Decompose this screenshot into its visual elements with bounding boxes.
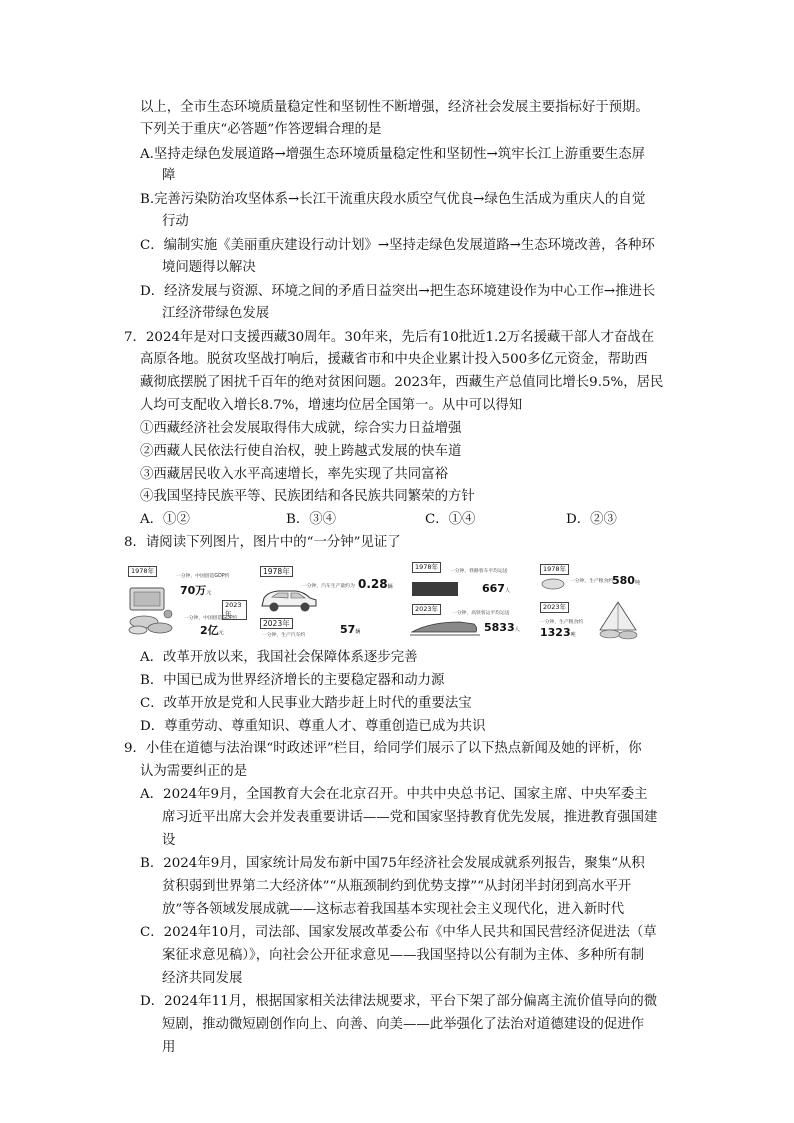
car-icon [258, 586, 320, 614]
q7-choice-d: D．②③ [566, 512, 617, 527]
q9-option-a-line-2: 席习近平出席大会并发表重要讲话——党和国家坚持教育优先发展，推进教育强国建 [162, 810, 658, 825]
panel-trains-year-1: 1978年 [412, 562, 441, 573]
q9-option-d: D．2024年11月，根据国家相关法律法规要求，平台下架了部分偏离主流价值导向的微 [140, 994, 658, 1009]
panel-grain-year-1: 1978年 [540, 564, 569, 575]
q8-option-c: C．改革开放是党和人民事业大踏步赶上时代的重要法宝 [140, 696, 472, 711]
panel-cars-value-1: 0.28辆 [358, 577, 393, 591]
high-speed-train-icon [410, 618, 480, 638]
panel-gdp-caption-1: 一分钟，中国创造GDP约 [176, 574, 230, 579]
q6-option-d: D．经济发展与资源、环境之间的矛盾日益突出→把生态环境建设作为中心工作→推进长 [140, 284, 656, 299]
q8-stem: 8．请阅读下列图片，图片中的“一分钟”见证了 [124, 535, 401, 550]
q7-item-1: ①西藏经济社会发展取得伟大成就，综合实力日益增强 [140, 421, 462, 436]
panel-gdp-value-1: 70万元 [180, 584, 212, 597]
q9-option-c-line-3: 经济共同发展 [162, 971, 243, 986]
panel-grain-caption-2: 一分钟，生产粮食约 [540, 620, 584, 625]
q6-option-c: C．编制实施《美丽重庆建设行动计划》→坚持走绿色发展道路→生态环境改善，各种环 [140, 238, 655, 253]
q8-option-b: B．中国已成为世界经济增长的主要稳定器和动力源 [140, 673, 445, 688]
panel-gdp-value-2: 2亿元 [200, 624, 224, 637]
q9-option-a: A．2024年9月，全国教育大会在北京召开。中共中央总书记、国家主席、中央军委主 [140, 787, 648, 802]
q7-stem-line-4: 人均可支配收入增长8.7%，增速均位居全国第一。从中可以得知 [140, 398, 523, 413]
grain-sack-icon [540, 576, 566, 590]
panel-trains-year-2: 2023年 [412, 604, 441, 615]
panel-trains-value-2: 5833人 [484, 621, 520, 634]
q7-choice-b: B．③④ [286, 512, 337, 527]
q7-choice-a: A．①② [140, 512, 190, 527]
figure-panel-cars [252, 560, 392, 642]
q7-item-3: ③西藏居民收入水平高速增长，率先实现了共同富裕 [140, 467, 448, 482]
q7-stem-line-3: 藏彻底摆脱了困扰千百年的绝对贫困问题。2023年，西藏生产总值同比增长9.5%，居民 [140, 375, 664, 390]
figure-panel-grain [534, 560, 642, 642]
q9-option-c: C．2024年10月，司法部、国家发展改革委公布《中华人民共和国民营经济促进法（草 [140, 925, 657, 940]
panel-grain-value-2: 1323吨 [540, 626, 576, 639]
q7-item-4: ④我国坚持民族平等、民族团结和各民族共同繁荣的方针 [140, 489, 475, 504]
panel-gdp-caption-2: 一分钟，中国创造GDP约 [184, 616, 238, 621]
panel-grain-caption-1: 一分钟，生产粮食约 [570, 579, 614, 584]
panel-trains-value-1: 667人 [482, 582, 510, 595]
figure-panel-trains [404, 560, 524, 642]
q9-option-b-line-3: 放”等各领域发展成就——这标志着我国基本实现社会主义现代化，进入新时代 [162, 902, 625, 917]
panel-gdp-year-1: 1978年 [128, 566, 157, 577]
panel-cars-caption-2: 一分钟，生产汽车约 [262, 633, 306, 638]
q9-option-a-line-3: 设 [162, 833, 176, 848]
q6-text-line-1: 以上，全市生态环境质量稳定性和坚韧性不断增强，经济社会发展主要指标好于预期。 [140, 100, 649, 115]
q6-option-a-cont: 障 [162, 168, 176, 183]
panel-cars-year-1: 1978年 [260, 566, 293, 577]
q7-item-2: ②西藏人民依法行使自治权，驶上跨越式发展的快车道 [140, 444, 462, 459]
q6-option-b: B.完善污染防治攻坚体系→长江干流重庆段水质空气优良→绿色生活成为重庆人的自觉 [140, 192, 646, 207]
q8-option-d: D．尊重劳动、尊重知识、尊重人才、尊重创造已成为共识 [140, 719, 486, 734]
q7-stem-line-1: 7．2024年是对口支援西藏30周年。30年来，先后有10批近1.2万名援藏干部人才奋战在 [124, 330, 655, 345]
q9-option-d-line-2: 短剧，推动微短剧创作向上、向善、向美——此举强化了法治对道德建设的促进作 [162, 1017, 645, 1032]
panel-grain-value-1: 580吨 [612, 574, 640, 587]
q9-option-b: B．2024年9月，国家统计局发布新中国75年经济社会发展成就系列报告，聚集“从积 [140, 856, 645, 871]
q6-option-b-cont: 行动 [162, 214, 189, 229]
harvest-crop-icon [596, 600, 640, 640]
old-train-icon [412, 582, 458, 596]
panel-trains-caption-1: 一分钟，铁路客车平均运送 [450, 569, 508, 574]
panel-gdp-year-2: 2023年 [222, 600, 247, 620]
q9-stem-line-2: 认为需要纠正的是 [140, 764, 248, 779]
panel-cars-caption-1: 一分钟，汽车生产量约为 [302, 584, 355, 589]
q9-option-c-line-2: 案征求意见稿）》，向社会公开征求意见——我国坚持以公有制为主体、多种所有制 [162, 948, 645, 963]
q9-option-b-line-2: 贫积弱到世界第二大经济体”“从瓶颈制约到优势支撑”“从封闭半封闭到高水平开 [162, 879, 632, 894]
panel-cars-year-2: 2023年 [260, 618, 293, 629]
q9-option-d-line-3: 用 [162, 1040, 176, 1055]
panel-trains-caption-2: 一分钟，高铁客运平均运送 [452, 611, 510, 616]
money-pile-icon [124, 584, 184, 639]
one-minute-figure [122, 560, 642, 642]
q6-question-line: 下列关于重庆“必答题”作答逻辑合理的是 [140, 122, 382, 137]
panel-grain-year-2: 2023年 [540, 602, 569, 613]
figure-panel-gdp [122, 560, 247, 642]
q9-stem-line-1: 9．小佳在道德与法治课“时政述评”栏目，给同学们展示了以下热点新闻及她的评析，你 [124, 741, 642, 756]
q7-choice-c: C．①④ [425, 512, 476, 527]
q7-stem-line-2: 高原各地。脱贫攻坚战打响后，援藏省市和中央企业累计投入500多亿元资金，帮助西 [140, 352, 648, 367]
q8-option-a: A．改革开放以来，我国社会保障体系逐步完善 [140, 650, 418, 665]
q6-option-d-cont: 江经济带绿色发展 [162, 306, 270, 321]
q6-option-a: A.坚持走绿色发展道路→增强生态环境质量稳定性和坚韧性→筑牢长江上游重要生态屏 [140, 147, 646, 162]
q6-option-c-cont: 境问题得以解决 [162, 260, 256, 275]
panel-cars-value-2: 57辆 [340, 623, 361, 636]
